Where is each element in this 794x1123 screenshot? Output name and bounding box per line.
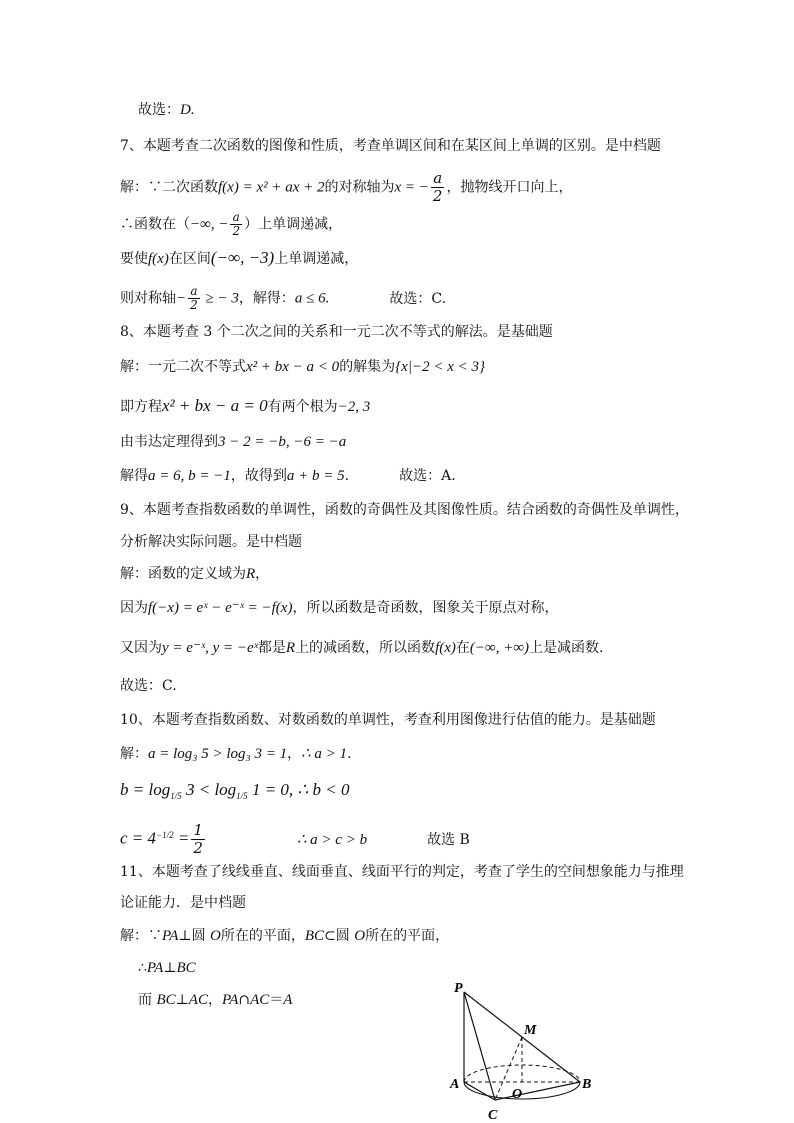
text: ∩ [238, 992, 251, 1008]
text: ，故得到 [230, 468, 287, 484]
math-expr: R [285, 640, 296, 656]
math-expr: PA [221, 992, 239, 1008]
q11-heading-line2 [120, 893, 246, 913]
geometry-figure [440, 978, 590, 1123]
q7-solution-line4 [120, 285, 446, 312]
math-expr: ∴ a > 1 [301, 746, 348, 762]
text: 而 [138, 992, 157, 1008]
math-expr: BC [176, 960, 196, 976]
text: 故选： [138, 102, 180, 118]
text: 8、本题考查 3 个二次之间的关系和一元二次不等式的解法。是基础题 [120, 324, 553, 340]
math-expr: (−∞, +∞) [469, 640, 530, 656]
text: ， [207, 992, 222, 1008]
text: 在区间 [168, 251, 211, 267]
q8-solution-line3 [120, 432, 346, 452]
segment-pc [464, 992, 495, 1100]
q8-heading [120, 322, 553, 342]
text: ⊥圆 [178, 928, 211, 944]
answer-choice: 故选：C. [120, 678, 177, 694]
text: 所在的平面， [365, 928, 450, 944]
label-a: A [450, 1077, 460, 1092]
denominator: 2 [432, 187, 443, 205]
label-c: C [488, 1108, 498, 1123]
math-expr: AC [188, 992, 208, 1008]
fraction [431, 170, 445, 205]
text: . [344, 468, 350, 484]
label-o: O [512, 1087, 523, 1102]
numerator: 1 [193, 821, 203, 839]
math-expr: x² + bx − a < 0 [246, 359, 340, 375]
q9-heading-line1 [120, 500, 689, 520]
log-base: 1/5 [236, 790, 248, 801]
label-p: P [454, 981, 463, 996]
fraction [230, 211, 242, 238]
text: 解：函数的定义域为 [120, 566, 246, 582]
math-expr: = [173, 828, 190, 848]
q7-heading [120, 136, 661, 156]
math-expr: f(x) [435, 640, 456, 656]
q8-solution-line4 [120, 466, 456, 486]
log-base: 1/5 [170, 790, 182, 801]
text: 7、本题考查二次函数的图像和性质，考查单调区间和在某区间上单调的区别。是中档题 [120, 138, 661, 154]
math-expr: ≥ − 3 [201, 290, 239, 307]
text: 10、本题考查指数函数、对数函数的单调性，考查利用图像进行估值的能力。是基础题 [120, 712, 656, 728]
text: 分析解决实际问题。是中档题 [120, 534, 302, 550]
text: . [347, 746, 352, 762]
math-expr: BC [156, 992, 176, 1008]
text: 则对称轴 [120, 290, 176, 307]
q7-solution-line2 [120, 211, 342, 238]
text: 论证能力．是中档题 [120, 895, 246, 911]
math-expr: −∞, − [190, 216, 229, 233]
text: 又因为 [120, 640, 162, 656]
math-expr: R [246, 566, 256, 582]
answer-d-line [138, 100, 195, 120]
text: ，抛物线开口向上， [446, 179, 573, 196]
text: 解：∵二次函数 [120, 179, 218, 196]
numerator: a [188, 285, 200, 299]
text: 上是减函数. [529, 640, 604, 656]
label-b: B [582, 1077, 592, 1092]
text: 解得 [120, 468, 148, 484]
answer-choice: 故选：A. [399, 468, 456, 484]
q8-solution-line2 [120, 396, 370, 417]
text: 由韦达定理得到 [120, 434, 218, 450]
answer-letter: D. [180, 102, 195, 118]
q10-solution-line1 [120, 744, 352, 764]
denominator: 2 [190, 298, 198, 312]
text: ）上单调递减， [244, 216, 343, 233]
text: ⊥ [175, 992, 189, 1008]
text: 9、本题考查指数函数的单调性，函数的奇偶性及其图像性质。结合函数的奇偶性及单调性， [120, 502, 689, 518]
text: ⊂圆 [324, 928, 355, 944]
denominator: 2 [232, 224, 241, 238]
q11-heading-line1 [120, 862, 684, 882]
q7-solution-line3 [120, 248, 358, 269]
math-expr: 3 < log [181, 780, 237, 799]
math-expr: 3 − 2 = −b, −6 = −a [218, 434, 347, 450]
math-expr: AC [250, 992, 270, 1008]
text: 因为 [120, 600, 148, 616]
q9-answer [120, 676, 177, 696]
math-expr: c = 4 [120, 828, 157, 848]
math-expr: a = 6, b = −1 [148, 468, 231, 484]
text: ∴函数在（ [120, 216, 190, 233]
answer-choice: 故选 B [427, 831, 470, 848]
math-expr: a ≤ 6. [294, 290, 330, 307]
math-expr: A [283, 992, 293, 1008]
math-expr: (−∞, −3) [210, 248, 275, 267]
text: ，所以函数是奇函数，图象关于原点对称， [292, 600, 559, 616]
text: 的对称轴为 [324, 179, 395, 196]
text: 的解集为 [339, 359, 396, 375]
math-expr: ∴ a > c > b [296, 831, 368, 848]
q11-solution-line2 [138, 958, 196, 978]
text: 要使 [120, 251, 148, 267]
text: 都是 [257, 640, 286, 656]
math-expr: − [176, 290, 187, 307]
math-expr: x² + bx − a = 0 [162, 396, 268, 415]
text: ∴ [138, 960, 147, 976]
text: ，解得： [238, 290, 295, 307]
q9-solution-line2 [120, 598, 558, 618]
q8-solution-line1 [120, 357, 485, 377]
text: 11、本题考查了线线垂直、线面垂直、线面平行的判定，考查了学生的空间想象能力与推理 [120, 864, 684, 880]
math-expr: O [210, 928, 221, 944]
label-m: M [524, 1023, 537, 1038]
math-expr: f(x) [148, 251, 169, 267]
answer-choice: 故选：C. [389, 290, 447, 307]
q10-solution-line2 [120, 780, 349, 806]
math-expr: PA [146, 960, 164, 976]
denominator: 2 [193, 839, 203, 857]
text: 在 [455, 640, 470, 656]
math-expr: f(−x) = eˣ − e⁻ˣ = −f(x) [148, 600, 293, 616]
text: 解： [120, 746, 148, 762]
text: ， [255, 566, 270, 582]
math-expr: PA [162, 928, 179, 944]
math-expr: b = log [120, 780, 171, 799]
text: 所在的平面， [220, 928, 305, 944]
math-expr: 1 = 0, ∴ b < 0 [247, 780, 350, 799]
math-expr: −2, 3 [337, 399, 371, 415]
text: ＝ [269, 992, 284, 1008]
numerator: a [230, 211, 242, 225]
math-expr: BC [304, 928, 325, 944]
text: 上的减函数，所以函数 [295, 640, 436, 656]
text: 解：∵ [120, 928, 162, 944]
math-expr: x = − [394, 179, 429, 196]
q11-solution-line3 [138, 990, 292, 1010]
q10-heading [120, 710, 656, 730]
math-expr: y = e⁻ˣ, y = −eˣ [162, 640, 258, 656]
text: ， [287, 746, 302, 762]
text: ⊥ [163, 960, 177, 976]
math-expr: f(x) = x² + ax + 2 [218, 179, 325, 196]
math-expr: a = log₃ 5 > log₃ 3 = 1 [148, 746, 288, 762]
text: 即方程 [120, 399, 162, 415]
segment-cb [495, 1082, 580, 1100]
text: 上单调递减， [274, 251, 359, 267]
q11-solution-line1 [120, 926, 449, 946]
math-expr: {x|−2 < x < 3} [395, 359, 485, 375]
q9-heading-line2 [120, 532, 302, 552]
fraction [188, 285, 200, 312]
math-expr: a + b = 5 [286, 468, 345, 484]
q9-solution-line3 [120, 638, 603, 658]
exponent: −1/2 [156, 829, 174, 840]
numerator: a [431, 170, 445, 188]
q7-solution-line1 [120, 170, 572, 205]
text: 有两个根为 [267, 399, 338, 415]
fraction [191, 822, 205, 857]
text: 解：一元二次不等式 [120, 359, 246, 375]
q9-solution-line1 [120, 564, 269, 584]
q10-solution-line3 [120, 822, 470, 857]
math-expr: O [354, 928, 366, 944]
